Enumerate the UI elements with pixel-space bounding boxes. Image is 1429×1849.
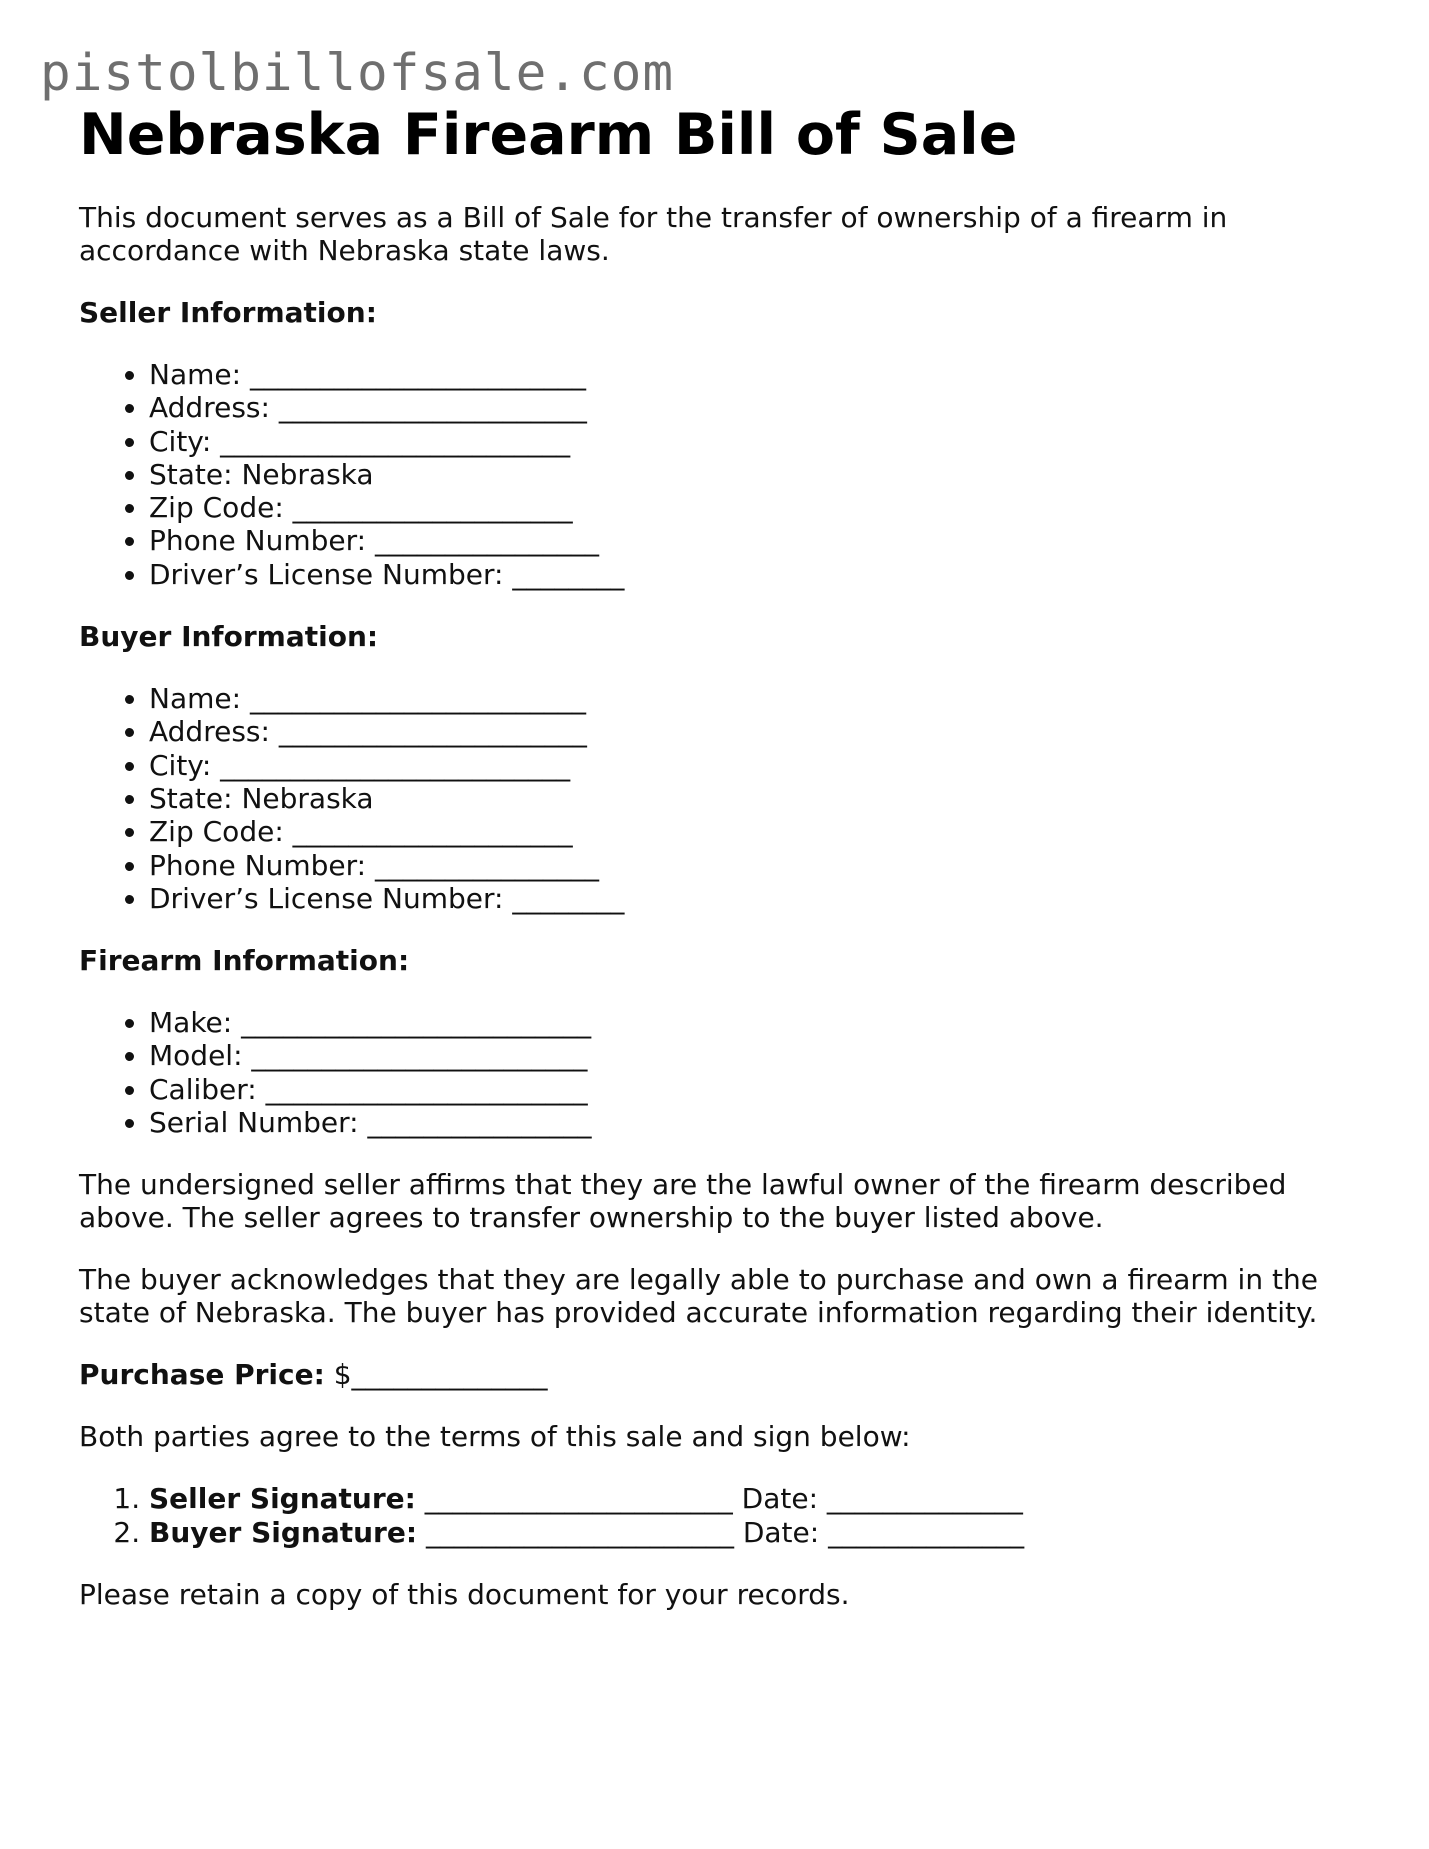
signature-list — [79, 1482, 1369, 1549]
seller-zip-field: • Zip Code: ____________________ — [149, 491, 1369, 524]
firearm-heading: Firearm Information: — [79, 944, 410, 978]
document-page — [79, 95, 1369, 1611]
buyer-zip-field: • Zip Code: ____________________ — [149, 815, 1369, 848]
page-title: Nebraska Firearm Bill of Sale — [79, 102, 1018, 168]
buyer-signature-label: Buyer Signature: — [149, 1515, 418, 1549]
buyer-city-field: • City: _________________________ — [149, 749, 1369, 782]
purchase-price-label: Purchase Price: — [79, 1358, 325, 1392]
buyer-heading: Buyer Information: — [79, 620, 379, 654]
seller-state-field: • State: Nebraska — [149, 458, 1369, 491]
buyer-name-field: • Name: ________________________ — [149, 682, 1369, 715]
seller-city-field: • City: _________________________ — [149, 425, 1369, 458]
seller-info-list — [79, 358, 1369, 591]
buyer-acknowledgement: The buyer acknowledges that they are legally able to purchase and own a firearm in the state of Nebraska. The buyer has provided accurate information regarding their identity. — [79, 1263, 1318, 1330]
buyer-license-field: • Driver’s License Number: ________ — [149, 882, 1369, 915]
seller-signature-blank: ______________________ Date: ______________ — [424, 1482, 1023, 1516]
buyer-phone-field: • Phone Number: ________________ — [149, 849, 1369, 882]
seller-signature-label: Seller Signature: — [149, 1482, 416, 1516]
buyer-address-field: • Address: ______________________ — [149, 715, 1369, 748]
closing-note: Please retain a copy of this document for your records. — [79, 1577, 850, 1611]
firearm-serial-field: • Serial Number: ________________ — [149, 1106, 1369, 1139]
intro-paragraph: This document serves as a Bill of Sale for the transfer of ownership of a firearm in accordance with Nebraska state laws. — [79, 201, 1228, 267]
seller-heading: Seller Information: — [79, 296, 377, 329]
buyer-signature-line — [149, 1516, 1369, 1549]
buyer-state-field: • State: Nebraska — [149, 782, 1369, 815]
seller-affirmation: The undersigned seller affirms that they are the lawful owner of the firearm described above. The seller agrees to transfer ownership to the buyer listed above. — [79, 1168, 1287, 1235]
purchase-price-value: $______________ — [333, 1358, 548, 1392]
seller-address-field: • Address: ______________________ — [149, 391, 1369, 424]
seller-license-field: • Driver’s License Number: ________ — [149, 558, 1369, 591]
purchase-price — [79, 1358, 1369, 1391]
buyer-signature-blank: ______________________ Date: ______________ — [425, 1515, 1025, 1549]
watermark: pistolbillofsale.com — [40, 44, 675, 103]
buyer-info-list — [79, 682, 1369, 915]
firearm-caliber-field: • Caliber: _______________________ — [149, 1073, 1369, 1106]
seller-signature-line — [149, 1482, 1369, 1515]
seller-name-field: • Name: ________________________ — [149, 358, 1369, 391]
seller-phone-field: • Phone Number: ________________ — [149, 524, 1369, 557]
firearm-make-field: • Make: _________________________ — [149, 1006, 1369, 1039]
firearm-model-field: • Model: ________________________ — [149, 1039, 1369, 1072]
firearm-info-list — [79, 1006, 1369, 1139]
agreement-statement: Both parties agree to the terms of this sale and sign below: — [79, 1420, 911, 1454]
